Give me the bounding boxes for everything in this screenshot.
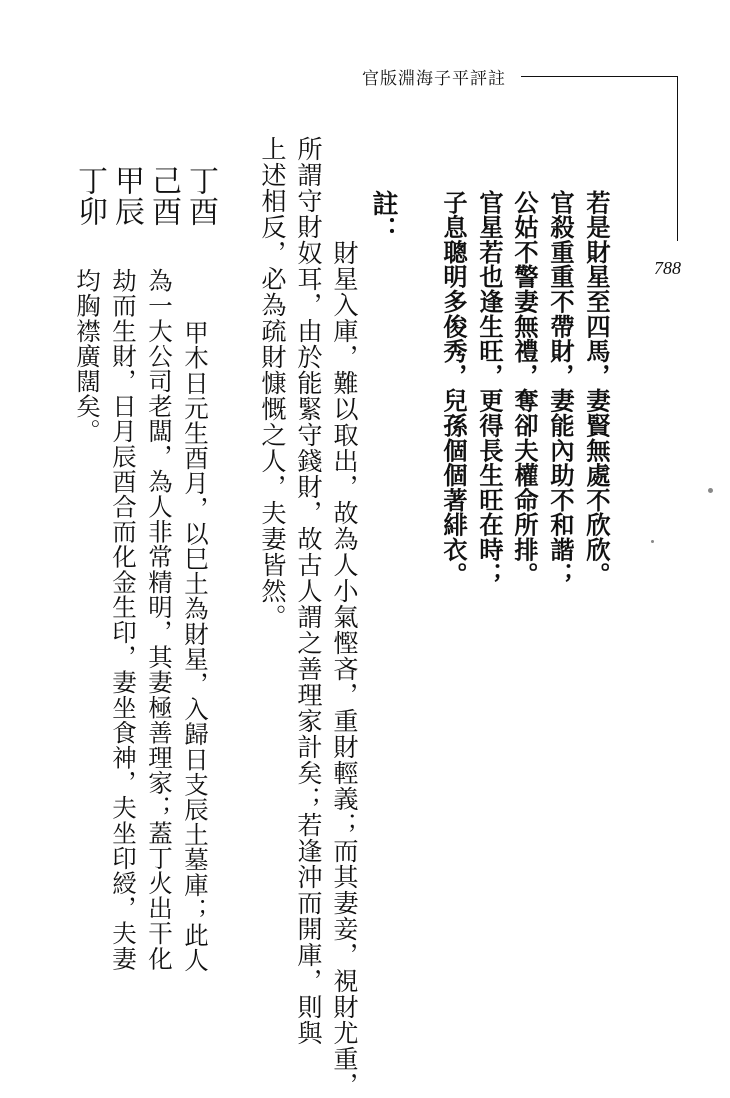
verse-line: 公姑不警妻無禮，奪卻夫權命所排。 xyxy=(510,190,539,587)
note-line: 上述相反，必為疏財慷慨之人，夫妻皆然。 xyxy=(258,136,287,630)
header-rule-horizontal xyxy=(521,76,678,77)
verse-line: 若是財星至四馬，妻賢無處不欣欣。 xyxy=(582,190,611,587)
scan-speck xyxy=(708,488,713,493)
pillar-hour: 丁卯 xyxy=(72,165,107,227)
pillar-month: 己酉 xyxy=(146,165,181,227)
pillar-day: 甲辰 xyxy=(109,165,144,227)
verse-line: 官星若也逢生旺，更得長生旺在時； xyxy=(475,190,504,587)
note-line: 所謂守財奴耳，由於能緊守錢財，故古人謂之善理家計矣；若逢沖而開庫，則與 xyxy=(294,136,323,1046)
header-rule-vertical xyxy=(677,76,678,241)
pillar-year: 丁酉 xyxy=(183,165,218,227)
example-line: 劫而生財，日月辰酉合而化金生印，妻坐食神，夫坐印綬，夫妻 xyxy=(109,268,138,971)
note-line: 財星入庫，難以取出，故為人小氣慳吝，重財輕義；而其妻妾，視財尤重， xyxy=(330,240,359,1098)
verse-line: 子息聰明多俊秀，兒孫個個著緋衣。 xyxy=(439,190,468,587)
note-label: 註： xyxy=(368,190,398,242)
example-line: 均胸襟廣闊矣。 xyxy=(73,268,102,444)
example-line: 為一大公司老闆，為人非常精明，其妻極善理家；蓋丁火出干化 xyxy=(145,268,174,971)
page-number: 788 xyxy=(654,258,681,278)
verse-line: 官殺重重不帶財，妻能內助不和諧； xyxy=(546,190,575,587)
running-header-title: 官版淵海子平評註 xyxy=(362,69,506,89)
scan-speck xyxy=(651,540,654,543)
example-line: 甲木日元生酉月，以巳土為財星，入歸日支辰土墓庫；此人 xyxy=(181,320,210,973)
